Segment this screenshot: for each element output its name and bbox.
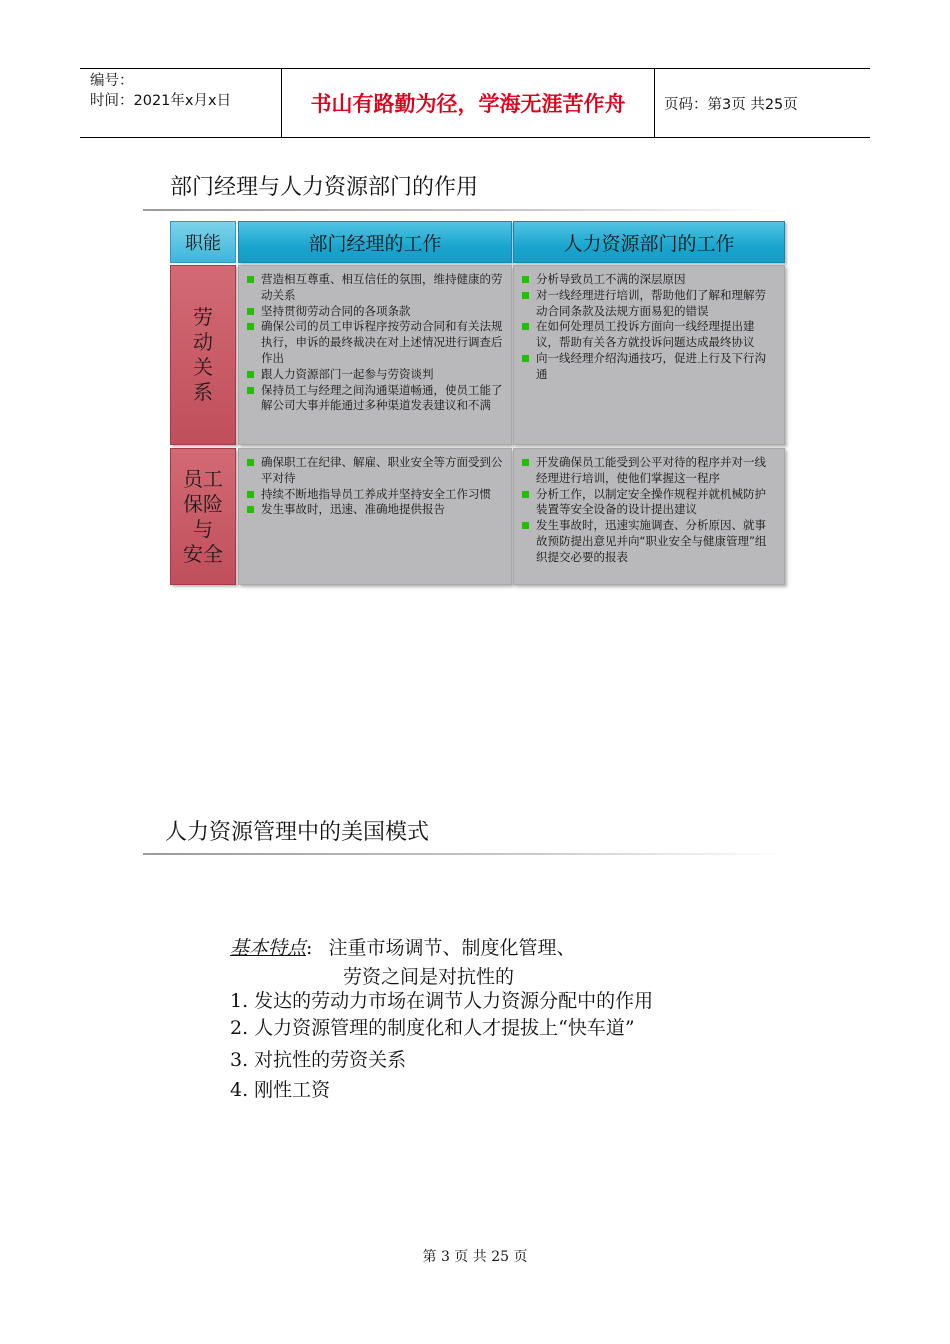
row1-hr-box [513,265,785,445]
row-label-line: 安全 [183,541,223,566]
feature-line-1 [230,934,575,963]
row-label-line: 动 [193,330,213,354]
row-label-labor-relations [170,265,236,445]
row1-manager-list [247,272,503,414]
bullet-item: 确保公司的员工申诉程序按劳动合同和有关法规执行，申诉的最终裁决在对上述情况进行调查后作出 [247,319,503,366]
row2-hr-list [522,455,776,566]
header-meta [80,69,282,137]
bullet-item: 分析工作，以制定安全操作规程并就机械防护装置等安全设备的设计提出建议 [522,487,776,519]
section2-divider [143,853,783,855]
bullet-item: 发生事故时，迅速实施调查、分析原因、就事故预防提出意见并向“职业安全与健康管理”组织提交必要的报表 [522,518,776,565]
row-label-text [183,467,223,567]
feature-text-2: 劳资之间是对抗性的 [343,966,515,988]
header-slogan: 书山有路勤为径，学海无涯苦作舟 [282,69,655,137]
row2-manager-box [238,448,512,585]
row-label-line: 保险 [183,491,223,516]
section1-title: 部门经理与人力资源部门的作用 [170,175,479,200]
section2-title: 人力资源管理中的美国模式 [165,820,430,845]
row1-hr-list [522,272,776,383]
row-label-insurance-safety [170,448,236,585]
bullet-item: 跟人力资源部门一起参与劳资谈判 [247,367,503,383]
bullet-item: 对一线经理进行培训，帮助他们了解和理解劳动合同条款及法规方面易犯的错误 [522,288,776,320]
bullet-item: 坚持贯彻劳动合同的各项条款 [247,304,503,320]
bullet-item: 分析导致员工不满的深层原因 [522,272,776,288]
bullet-item: 开发确保员工能受到公平对待的程序并对一线经理进行培训，使他们掌握这一程序 [522,455,776,487]
bullet-item: 营造相互尊重、相互信任的氛围，维持健康的劳动关系 [247,272,503,304]
page-footer: 第 3 页 共 25 页 [422,1249,528,1265]
bullet-item: 持续不断地指导员工养成并坚持安全工作习惯 [247,487,503,503]
section1-divider [143,209,783,211]
feature-list [230,988,653,1104]
bullet-item: 确保职工在纪律、解雇、职业安全等方面受到公平对待 [247,455,503,487]
row2-hr-box [513,448,785,585]
basic-features [230,934,575,992]
table-head-manager: 部门经理的工作 [238,221,512,263]
row-label-text [193,305,213,405]
row-label-line: 与 [193,516,213,541]
bullet-item: 发生事故时，迅速、准确地提供报告 [247,502,503,518]
row-label-line: 关 [193,355,213,379]
list-item: 1. 发达的劳动力市场在调节人力资源分配中的作用 [230,990,654,1012]
bullet-item: 向一线经理介绍沟通技巧，促进上行及下行沟通 [522,351,776,383]
table-head-function: 职能 [170,221,236,263]
row-label-line: 员工 [183,466,223,491]
document-date: 时间：2021年x月x日 [90,93,232,109]
bullet-item: 保持员工与经理之间沟通渠道畅通，使员工能了解公司大事并能通过多种渠道发表建议和不满 [247,383,503,415]
row-label-line: 劳 [193,305,213,329]
table-head-hr: 人力资源部门的工作 [513,221,785,263]
list-item: 3. 对抗性的劳资关系 [230,1049,407,1071]
page-header [80,68,870,138]
feature-text-1: 注重市场调节、制度化管理、 [328,937,576,959]
bullet-item: 在如何处理员工投诉方面向一线经理提出建议，帮助有关各方就投诉问题达成最终协议 [522,319,776,351]
feature-key: 基本特点 [230,937,307,959]
document-number-label: 编号： [90,73,134,89]
row2-manager-list [247,455,503,518]
header-page-info: 页码：第3页 共25页 [664,96,798,113]
row1-manager-box [238,265,512,445]
row-label-line: 系 [193,380,213,404]
list-item: 4. 刚性工资 [230,1079,331,1101]
feature-colon: : [306,937,313,959]
list-item: 2. 人力资源管理的制度化和人才提拔上“快车道” [230,1017,635,1039]
